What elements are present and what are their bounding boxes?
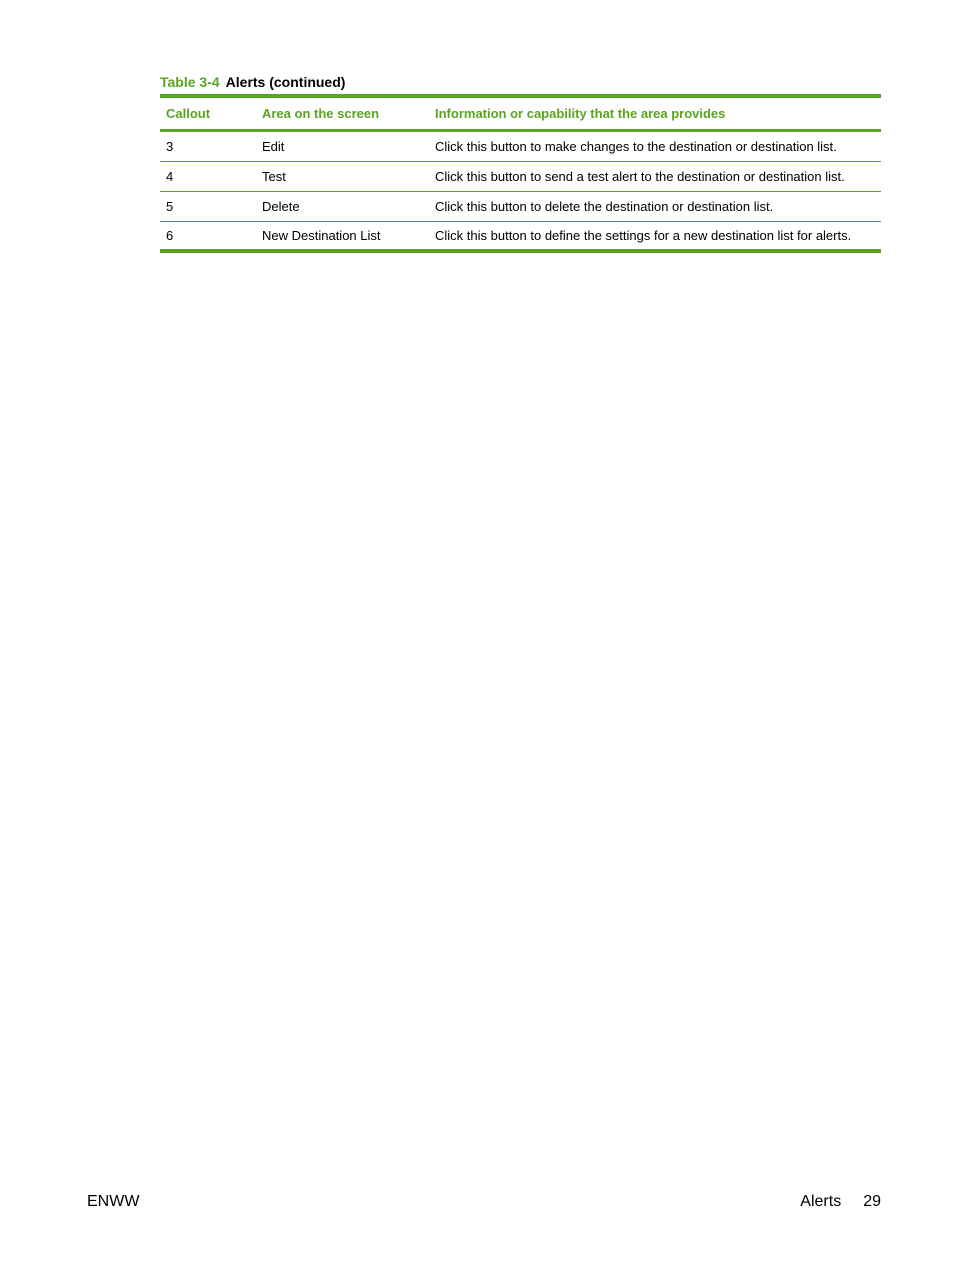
table-number: Table 3-4: [160, 74, 220, 90]
table-row: [160, 162, 881, 192]
area-cell: Delete: [256, 192, 427, 222]
information-cell: Click this button to delete the destination or destination list.: [427, 192, 881, 222]
table-title: Alerts (continued): [225, 74, 346, 90]
footer-section-name: Alerts: [800, 1193, 842, 1210]
table-header-row: [160, 96, 881, 131]
information-cell: Click this button to make changes to the destination or destination list.: [427, 131, 881, 162]
column-header-area: Area on the screen: [256, 96, 427, 131]
table-row: [160, 131, 881, 162]
alerts-table: [160, 94, 881, 253]
callout-cell: 3: [160, 131, 256, 162]
information-cell: Click this button to define the settings for a new destination list for alerts.: [435, 228, 852, 243]
table-row: [160, 222, 881, 252]
footer-right: [800, 1193, 881, 1211]
footer-left-label: ENWW: [87, 1193, 140, 1210]
area-cell: New Destination List: [262, 228, 381, 243]
callout-cell: 4: [160, 162, 256, 192]
column-header-callout: Callout: [160, 96, 256, 131]
callout-cell: 6: [166, 228, 174, 243]
table-row: [160, 192, 881, 222]
area-cell: Edit: [256, 131, 427, 162]
table-caption: [160, 74, 345, 90]
callout-cell: 5: [160, 192, 256, 222]
area-cell: Test: [256, 162, 427, 192]
information-cell: Click this button to send a test alert to the destination or destination list.: [427, 162, 881, 192]
column-header-information: Information or capability that the area provides: [427, 96, 881, 131]
page-number: 29: [863, 1193, 881, 1210]
